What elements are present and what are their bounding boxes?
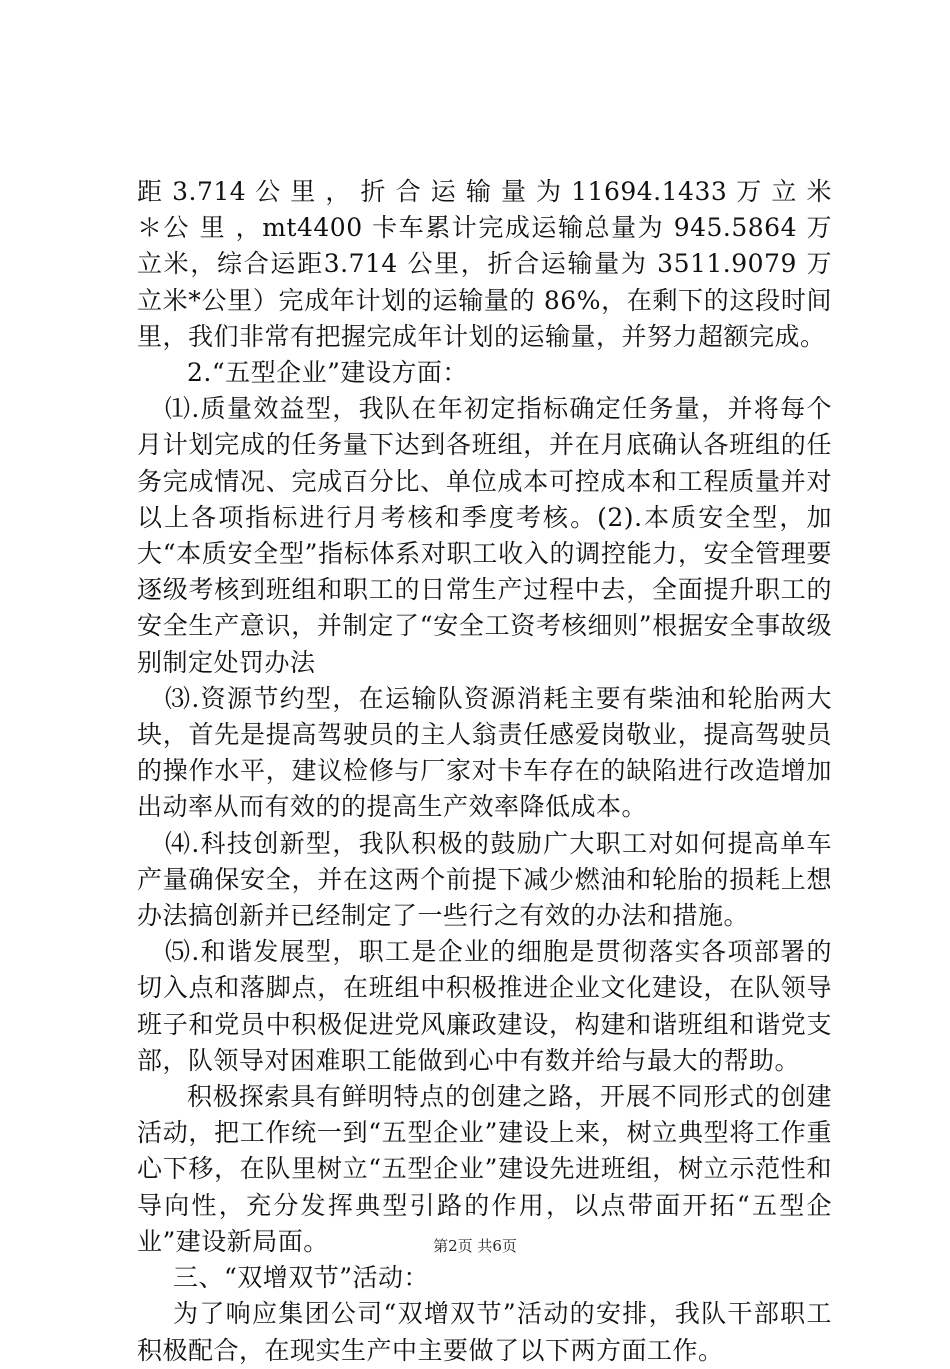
paragraph-harmonious-development: ⑸.和谐发展型，职工是企业的细胞是贯彻落实各项部署的切入点和落脚点，在班组中积极推进企业文化建设，在队领导班子和党员中积极促进党风廉政建设，构建和谐班组和谐党支部，队领导对困难职工能做到心中有数并给与最大的帮助。 (137, 937, 832, 1075)
paragraph-response: 为了响应集团公司“双增双节”活动的安排，我队干部职工积极配合，在现实生产中主要做了以下两方面工作。 (137, 1299, 832, 1365)
paragraph-quality-safety: ⑴.质量效益型，我队在年初定指标确定任务量，并将每个月计划完成的任务量下达到各班组，并在月底确认各班组的任务完成情况、完成百分比、单位成本可控成本和工程质量并对以上各项指标进行月考核和季度考核。(2).本质安全型，加大“本质安全型”指标体系对职工收入的调控能力，安全管理要逐级考核到班组和职工的日常生产过程中去，全面提升职工的安全生产意识，并制定了“安全工资考核细则”根据安全事故级别制定处罚办法 (137, 394, 832, 677)
document-body (137, 174, 832, 1369)
paragraph-exploration: 积极探索具有鲜明特点的创建之路，开展不同形式的创建活动，把工作统一到“五型企业”建设上来，树立典型将工作重心下移，在队里树立“五型企业”建设先进班组，树立示范性和导向性，充分发挥典型引路的作用，以点带面开拓“五型企业”建设新局面。 (137, 1082, 832, 1256)
paragraph-resource-saving: ⑶.资源节约型，在运输队资源消耗主要有柴油和轮胎两大块，首先是提高驾驶员的主人翁责任感爱岗敬业，提高驾驶员的操作水平，建议检修与厂家对卡车存在的缺陷进行改造增加出动率从而有效的的提高生产效率降低成本。 (137, 683, 832, 822)
paragraph-transport-summary: 距 3.714 公 里 ， 折 合 运 输 量 为 11694.1433 万 立 米＊公 里 ，mt4400 卡车累计完成运输总量为 945.5864 万立米，综合运距3.714 公里，折合运输量为 3511.9079 万立米*公里）完成年计划的运输量的 86%，在剩下的这段时间里，我们非常有把握完成年计划的运输量，并努力超额完成。 (137, 177, 832, 351)
section-heading-double-increase: 三、“双增双节”活动： (173, 1263, 430, 1293)
section-heading-five-type: 2.“五型企业”建设方面： (187, 358, 468, 388)
page-footer: 第2页 共6页 (433, 1237, 517, 1255)
paragraph-tech-innovation: ⑷.科技创新型，我队积极的鼓励广大职工对如何提高单车产量确保安全，并在这两个前提下减少燃油和轮胎的损耗上想办法搞创新并已经制定了一些行之有效的办法和措施。 (137, 828, 832, 931)
